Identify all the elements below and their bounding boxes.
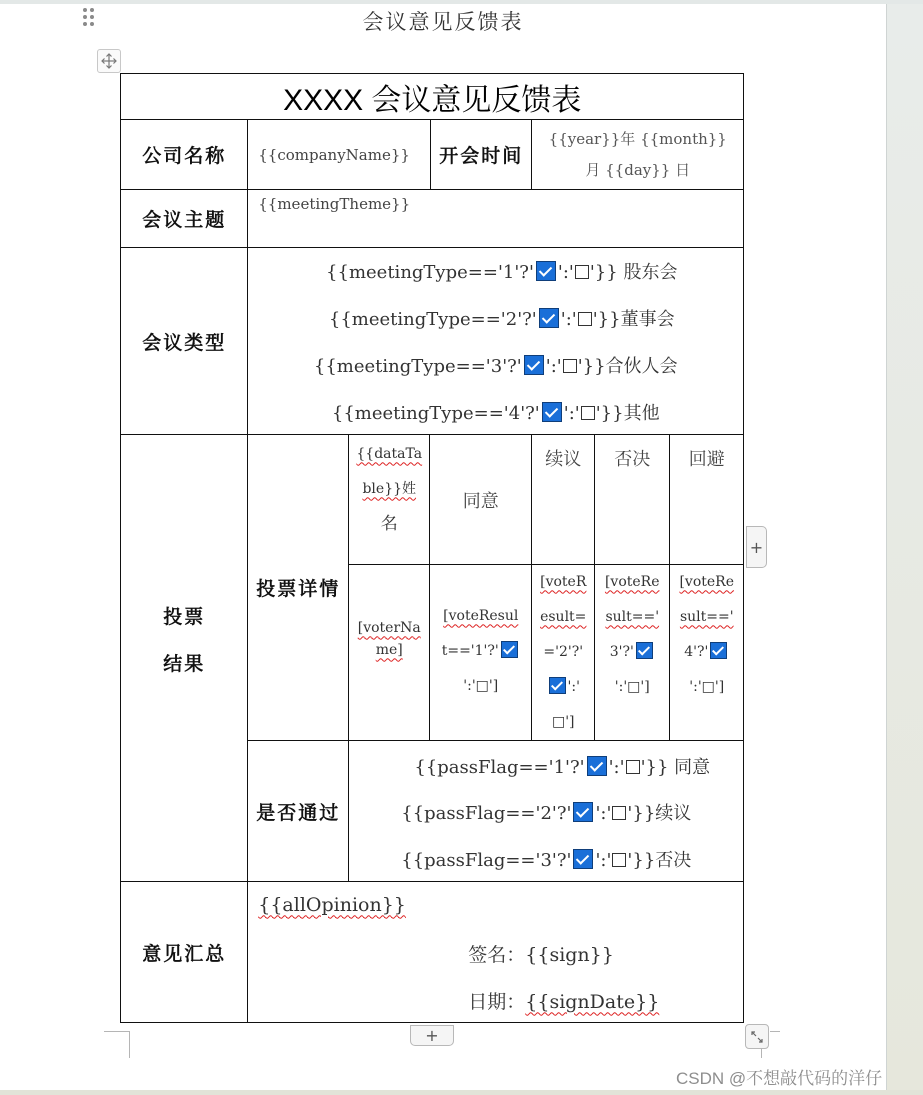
time-label-cell[interactable] [430,119,532,190]
opinion-label: 意见汇总 [142,942,227,965]
vote-reject-line1: [voteRe [604,574,660,591]
move-arrows-icon [100,52,118,70]
right-gutter [887,4,923,1095]
vote-result-label-line1: 投票 [163,606,206,629]
vote-agree-cell[interactable] [429,564,532,741]
company-label-cell[interactable] [120,119,248,190]
vote-header-reject-cell[interactable] [594,434,670,565]
voter-name-cell[interactable] [348,564,430,741]
empty-box-icon [612,806,626,820]
table-move-handle[interactable] [97,49,121,73]
feedback-table [121,74,745,1024]
table-resize-handle[interactable] [745,1024,769,1049]
vote-abstain-line4: ':'□'] [689,679,725,696]
meeting-type-option-4: {{meetingType=='4'?' ':' '}}其他 [331,403,660,425]
checked-checkbox-icon [573,849,593,869]
plus-icon: + [425,1026,439,1045]
theme-value-cell[interactable] [247,189,744,248]
voter-name-line2: me] [375,642,403,659]
checked-checkbox-icon [549,677,566,694]
checked-checkbox-icon [542,402,562,422]
voter-name-line1: [voterNa [357,620,421,637]
vote-continue-line4: ':' [532,670,594,705]
theme-value: {{meetingTheme}} [258,195,411,214]
empty-box-icon [563,359,577,373]
vote-reject-cell[interactable] [594,564,670,741]
checked-checkbox-icon [573,802,593,822]
vote-result-label-cell[interactable] [120,434,248,882]
meeting-type-option-3: {{meetingType=='3'?' ':' '}}合伙人会 [313,356,678,378]
pass-options-cell[interactable] [348,740,744,882]
time-value-cell[interactable] [531,119,744,190]
checked-checkbox-icon [636,642,653,659]
pass-label-cell[interactable] [247,740,349,882]
vote-continue-line5: □'] [551,714,575,731]
vote-abstain-line3: 4'?' [670,635,743,670]
vote-detail-label-cell[interactable] [247,434,349,741]
meeting-type-option-2: {{meetingType=='2'?' ':' '}}董事会 [328,309,675,331]
vote-continue-line3: ='2'?' [543,644,584,661]
vote-reject-line4: ':'□'] [614,679,650,696]
vote-agree-line1: [voteResul [443,608,519,625]
document-title: XXXX 会议意见反馈表 [283,83,582,117]
vote-abstain-line2: sult==' [679,609,734,626]
vote-header-abstain: 回避 [688,449,725,471]
crop-mark [761,1048,762,1058]
company-value: {{companyName}} [258,145,410,164]
watermark: CSDN @不想敲代码的洋仔 [676,1069,883,1088]
window-bottom-edge [0,1090,923,1095]
opinion-label-cell[interactable] [120,881,248,1023]
page-header-title: 会议意见反馈表 [362,10,524,34]
vote-header-continue: 续议 [545,449,582,471]
vote-result-label-line2: 结果 [163,653,206,676]
theme-label-cell[interactable] [120,189,248,248]
add-column-button[interactable] [746,526,767,568]
resize-diagonal-icon [750,1030,764,1044]
vote-continue-cell[interactable] [531,564,595,741]
meeting-type-option-1: {{meetingType=='1'?' ':' '}} 股东会 [326,262,678,284]
company-label: 公司名称 [142,145,227,168]
company-value-cell[interactable] [247,119,431,190]
vote-header-name-line1: {{dataTa [356,446,423,463]
vote-header-continue-cell[interactable] [531,434,595,565]
vote-continue-line2: esult= [540,609,587,626]
sign-value: {{sign}} [525,944,614,967]
date-line [468,987,659,1014]
vote-detail-label: 投票详情 [256,578,341,601]
crop-mark [770,1031,780,1032]
empty-box-icon [581,406,595,420]
vote-header-agree: 同意 [462,490,499,512]
vote-agree-line3: ':'□'] [463,678,499,695]
pass-label: 是否通过 [256,801,341,824]
vote-abstain-line1: [voteRe [679,574,735,591]
vote-continue-line1: [voteR [540,574,587,591]
vote-reject-line3: 3'?' [595,635,669,670]
date-label: 日期： [468,991,526,1014]
checked-checkbox-icon [501,641,518,658]
checked-checkbox-icon [539,308,559,328]
vote-header-reject: 否决 [614,449,651,471]
vote-header-name-line2: ble}}姓 [362,481,417,498]
type-options-cell[interactable] [247,247,744,435]
type-label: 会议类型 [142,331,227,354]
opinion-value: {{allOpinion}} [258,894,406,917]
vote-header-agree-cell[interactable] [429,434,532,565]
pass-flag-option-1: {{passFlag=='1'?' ':' '}} 同意 [414,757,711,779]
sign-line [468,940,614,967]
vote-agree-line2: t=='1'?' [430,634,531,669]
empty-box-icon [626,760,640,774]
crop-mark [104,1031,129,1032]
time-value-line1: {{year}}年 {{month}} [548,130,727,149]
vote-reject-line2: sult==' [605,609,660,626]
type-label-cell[interactable] [120,247,248,435]
checked-checkbox-icon [587,756,607,776]
empty-box-icon [612,853,626,867]
table-title-cell[interactable] [120,73,744,120]
crop-mark [129,1031,130,1058]
theme-label: 会议主题 [142,209,227,232]
vote-header-name-line3: 名 [380,514,398,535]
opinion-value-cell[interactable] [247,881,744,1023]
plus-icon: + [749,537,764,557]
pass-flag-option-2: {{passFlag=='2'?' ':' '}}续议 [401,803,692,825]
vote-abstain-cell[interactable] [669,564,744,741]
sign-label: 签名： [468,944,526,967]
checked-checkbox-icon [710,642,727,659]
pass-flag-option-3: {{passFlag=='3'?' ':' '}}否决 [401,850,692,872]
date-value: {{signDate}} [525,991,660,1014]
vote-header-abstain-cell[interactable] [669,434,744,565]
empty-box-icon [578,312,592,326]
checked-checkbox-icon [536,261,556,281]
add-row-button[interactable] [410,1025,454,1046]
time-value-line2: 月 {{day}} 日 [585,161,691,180]
empty-box-icon [575,265,589,279]
vote-header-name-cell[interactable] [348,434,430,565]
checked-checkbox-icon [524,355,544,375]
time-label: 开会时间 [439,145,524,168]
